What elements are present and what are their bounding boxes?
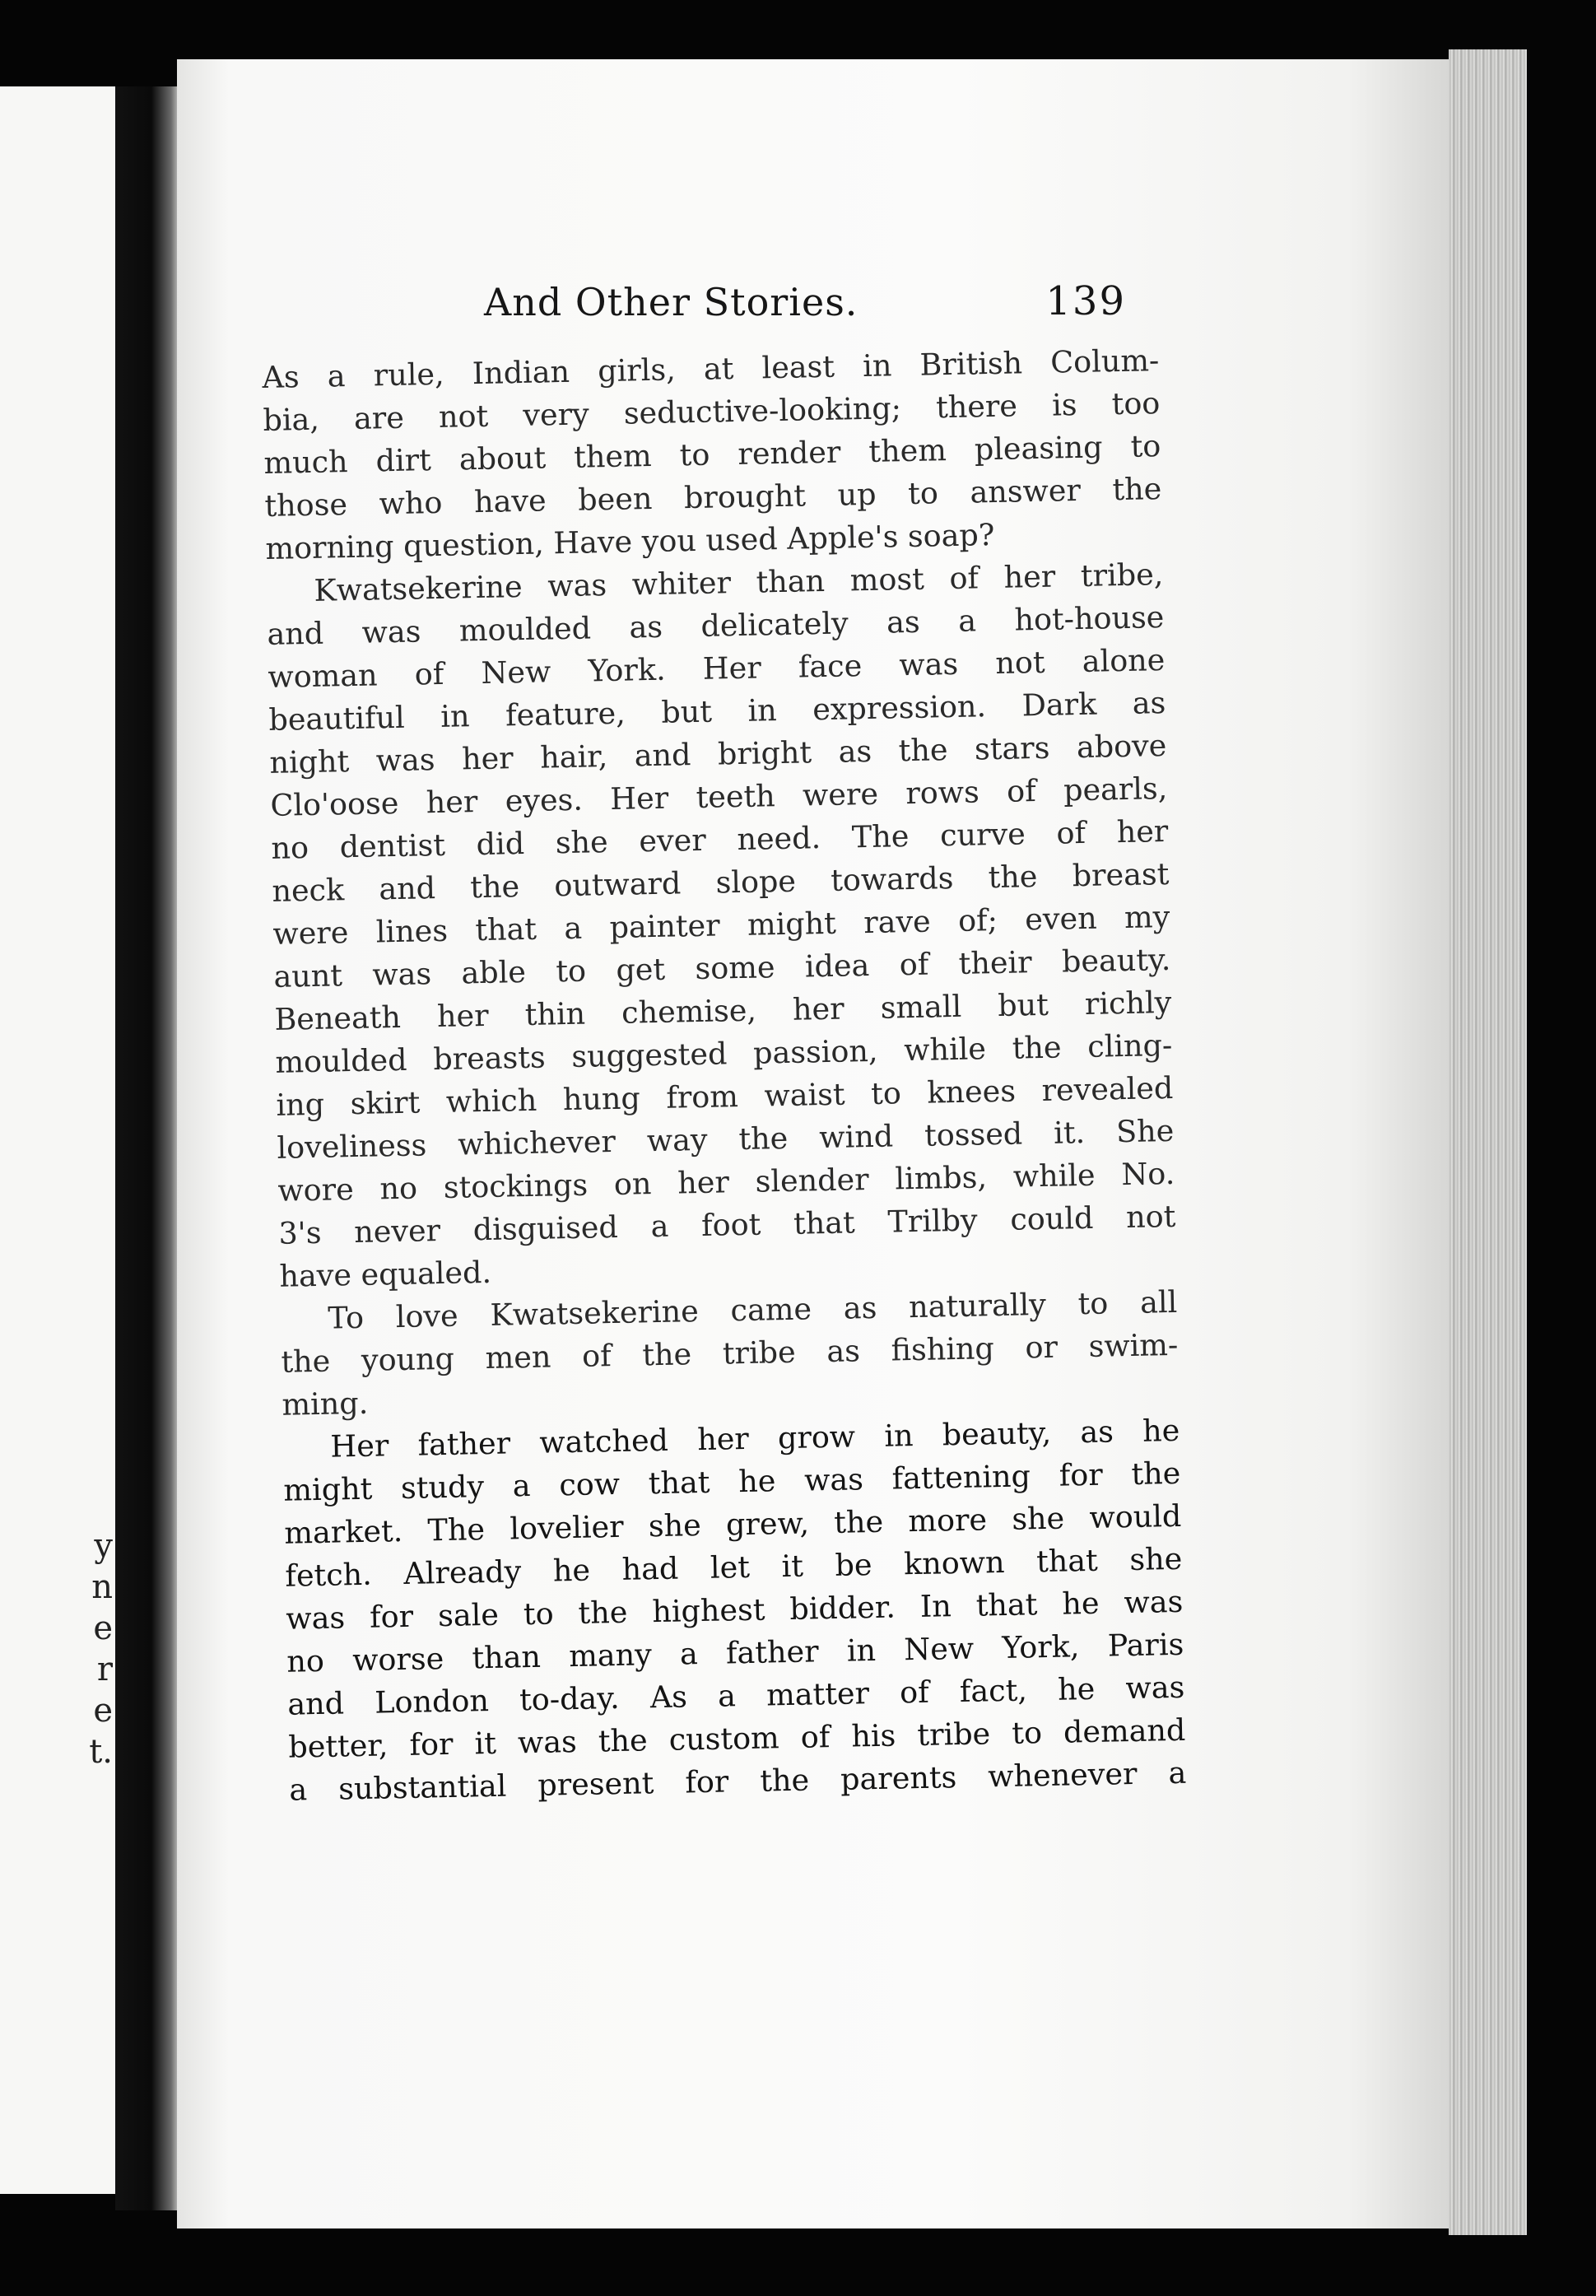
text-line: market. The lovelier she grew, the more she would xyxy=(284,1497,1182,1551)
text-line: bia, are not very seductive-looking; there is too xyxy=(263,385,1161,438)
text-line: Clo'oose her eyes. Her teeth were rows of pearls, xyxy=(270,770,1168,823)
text-line: fetch. Already he had let it be known that she xyxy=(285,1540,1183,1594)
text-line: moulded breasts suggested passion, while the cling- xyxy=(275,1027,1173,1080)
page-edges xyxy=(1449,49,1527,2235)
running-title: And Other Stories. xyxy=(484,280,858,324)
page-number: 139 xyxy=(1045,278,1126,324)
text-line: neck and the outward slope towards the breast xyxy=(272,855,1170,909)
text-line: ing skirt which hung from waist to knees revealed xyxy=(276,1069,1174,1123)
paragraph xyxy=(262,339,1163,571)
binding-gutter xyxy=(115,86,181,2210)
text-line: better, for it was the custom of his tribe to demand xyxy=(288,1712,1186,1765)
text-line: ming. xyxy=(282,1385,369,1423)
text-line: and London to-day. As a matter of fact, he was xyxy=(287,1669,1185,1722)
text-line: To love Kwatsekerine came as naturally to all xyxy=(328,1283,1178,1336)
text-line: much dirt about them to render them pleasing to xyxy=(263,428,1161,481)
facing-page xyxy=(0,86,119,2194)
text-line: a substantial present for the parents whenever a xyxy=(289,1754,1187,1808)
facing-page-char: e xyxy=(93,1692,113,1730)
text-line: Kwatsekerine was whiter than most of her tribe, xyxy=(314,557,1164,608)
text-line: Beneath her thin chemise, her small but richly xyxy=(274,984,1172,1037)
text-line: no dentist did she ever need. The curve of her xyxy=(271,813,1169,866)
facing-page-line-endings xyxy=(80,86,113,2194)
text-line: the young men of the tribe as fishing or swim- xyxy=(281,1326,1179,1380)
facing-page-char: t. xyxy=(89,1733,113,1771)
text-line: As a rule, Indian girls, at least in British Colum- xyxy=(262,342,1160,395)
text-line: morning question, Have you used Apple's soap? xyxy=(265,516,995,566)
paragraph xyxy=(280,1281,1180,1427)
facing-page-char: r xyxy=(96,1651,113,1688)
paragraph xyxy=(266,553,1177,1298)
text-line: night was her hair, and bright as the stars above xyxy=(269,727,1167,780)
facing-page-char: y xyxy=(94,1527,113,1565)
text-line: have equaled. xyxy=(279,1254,492,1294)
text-line: woman of New York. Her face was not alone xyxy=(268,642,1166,695)
paragraph xyxy=(282,1409,1187,1812)
text-line: loveliness whichever way the wind tossed it. She xyxy=(277,1112,1175,1166)
text-line: and was moulded as delicately as a hot-house xyxy=(267,599,1165,652)
text-line: were lines that a painter might rave of; even my xyxy=(272,898,1170,952)
facing-page-char: e xyxy=(93,1609,113,1647)
text-line: beautiful in feature, but in expression. Dark as xyxy=(268,684,1166,738)
text-line: 3's never disguised a foot that Trilby could not xyxy=(278,1198,1176,1251)
text-line: those who have been brought up to answer the xyxy=(264,471,1162,524)
text-line: aunt was able to get some idea of their beauty. xyxy=(273,941,1171,994)
text-line: wore no stockings on her slender limbs, while No. xyxy=(277,1155,1175,1209)
body-text xyxy=(262,339,1187,1812)
facing-page-char: n xyxy=(91,1568,113,1606)
page-header xyxy=(484,280,1126,338)
text-line: no worse than many a father in New York, Paris xyxy=(286,1626,1184,1679)
text-line: was for sale to the highest bidder. In that he was xyxy=(286,1583,1184,1637)
text-line: might study a cow that he was fattening for the xyxy=(283,1455,1181,1508)
text-line: Her father watched her grow in beauty, as he xyxy=(330,1412,1180,1465)
